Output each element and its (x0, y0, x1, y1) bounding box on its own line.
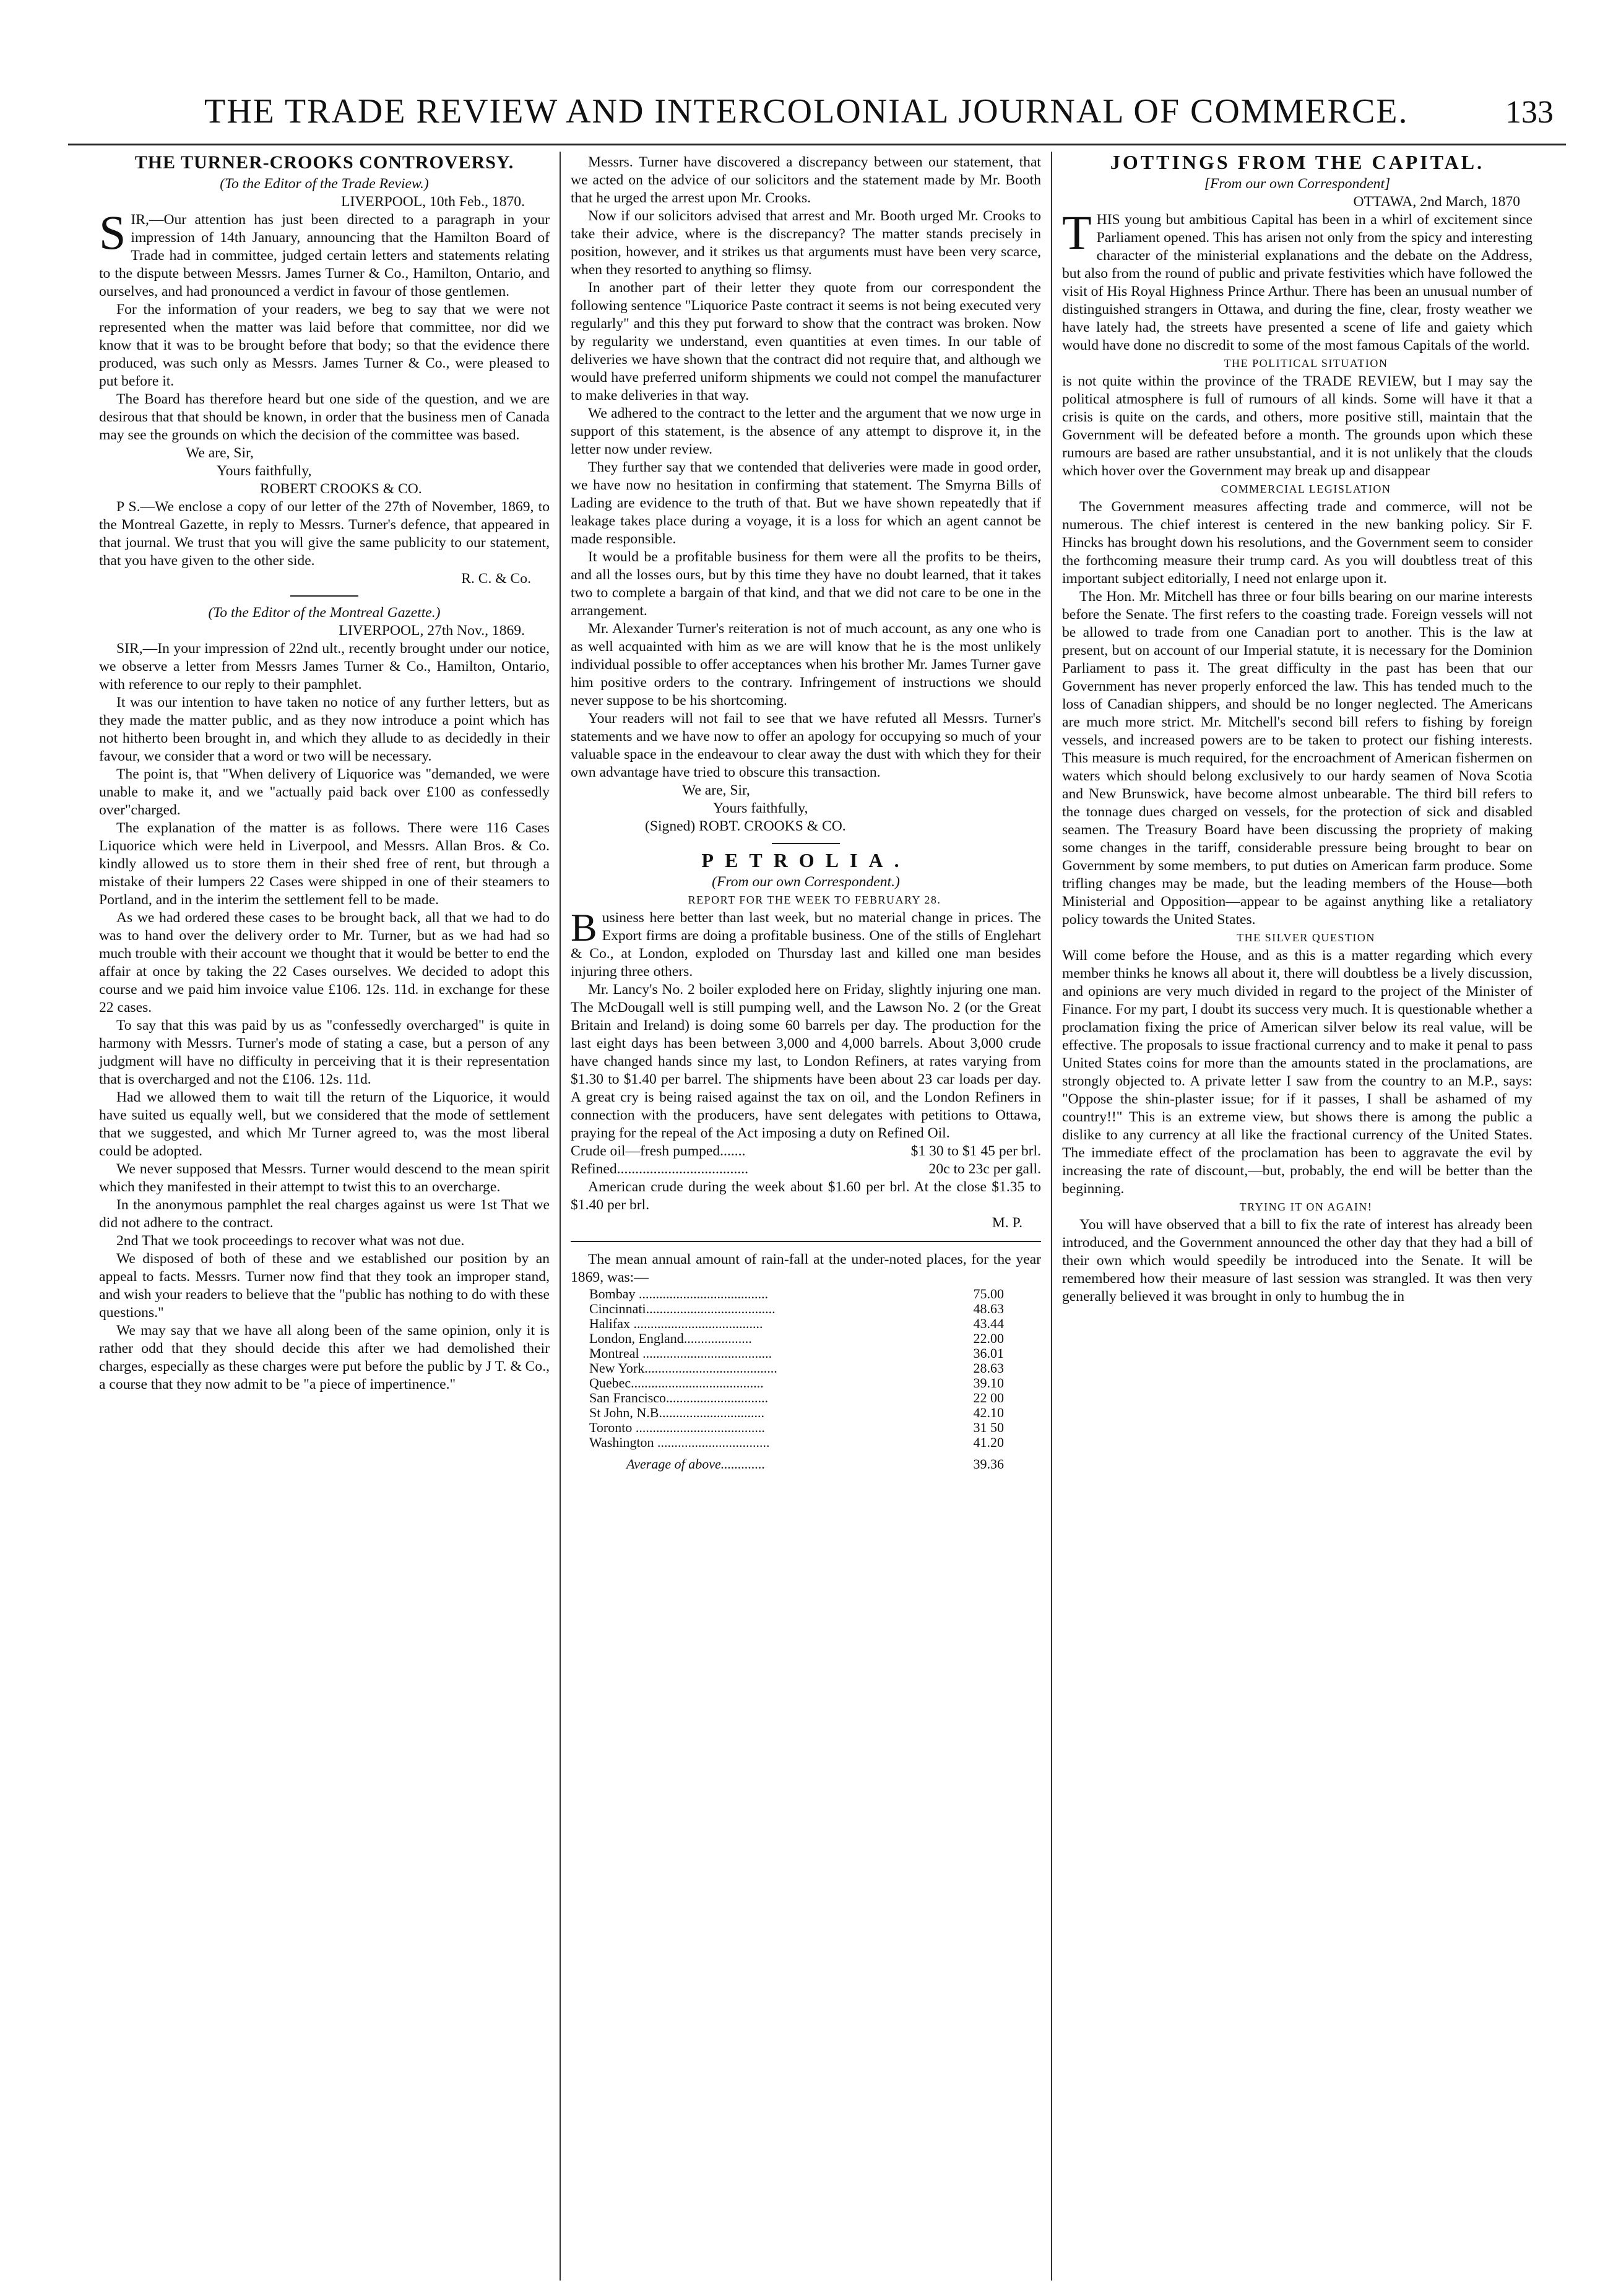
section-rule (772, 843, 840, 844)
rainfall-value: 31 50 (973, 1420, 1004, 1435)
subheading: COMMERCIAL LEGISLATION (1221, 483, 1391, 495)
subheading: THE SILVER QUESTION (1237, 931, 1375, 944)
paragraph: SIR,—Our attention has just been directed to a paragraph in your impression of 14th January, announcing that the Hamilton Board of Trade had in committee, judged certain letters and statements relating to the dispute between Messrs. James Turner & Co., Hamilton, Ontario, and ourselves, and had pronounced a verdict in favour of those gentlemen. (99, 205, 550, 300)
report-subheading: REPORT FOR THE WEEK TO FEBRUARY 28. (688, 894, 941, 906)
paragraph: In another part of their letter they quote from our correspondent the following sentence "Liquorice Paste contract it seems is not being executed very regularly" and this they put forward to show that the contract was broken. Now by regularity we understand, even quantities at even times. In our table of deliveries we have shown that the contract did not require that, and although we would have preferred uniform shipments we could not compel the manufacturer to make deliveries in that way. (571, 280, 1041, 404)
price-row (571, 1142, 1041, 1160)
rainfall-place: Toronto ...................................... (589, 1420, 765, 1435)
drop-cap: B (571, 905, 597, 949)
price-row (571, 1160, 1041, 1178)
article-heading-jottings: JOTTINGS FROM THE CAPITAL. (1110, 151, 1485, 173)
paragraph: The Board has therefore heard but one side of the question, and we are desirous that that should be known, in order that the business men of Canada may see the grounds on which the decision of the committee was based. (99, 391, 550, 443)
rainfall-place: London, England.................... (589, 1331, 752, 1346)
signature-line: We are, Sir, (682, 782, 750, 798)
paragraph: They further say that we contended that deliveries were made in good order, we have now no hesitation in confirming that statement. The Smyrna Bills of Lading are evidence to the truth of that. But we have shown repeatedly that if leakage takes place during a voyage, it is a loss for which an agent cannot be made responsible. (571, 459, 1041, 547)
rainfall-average-label: Average of above............. (626, 1456, 766, 1472)
rainfall-place: Cincinnati...................................... (589, 1301, 776, 1316)
paragraph: It would be a profitable business for them were all the profits to be theirs, and all the losses ours, but by this time they have no doubt learned, that it takes two to complete a bargain of that kind, and that we did not care to be one in the arrangement. (571, 549, 1041, 619)
signature-line: Yours faithfully, (713, 800, 808, 816)
article-heading-turner-crooks: THE TURNER-CROOKS CONTROVERSY. (134, 152, 514, 173)
rainfall-average-value: 39.36 (973, 1456, 1004, 1472)
rainfall-average-row (571, 1455, 1041, 1473)
rainfall-value: 39.10 (973, 1375, 1004, 1391)
rainfall-value: 41.20 (973, 1435, 1004, 1450)
to-editor-line: (To the Editor of the Trade Review.) (220, 176, 429, 192)
correspondent-signature: M. P. (992, 1215, 1022, 1231)
page-number: 133 (1505, 95, 1554, 130)
rainfall-row (571, 1301, 1004, 1316)
paragraph: Business here better than last week, but no material change in prices. The Export firms are doing a profitable business. One of the stills of Englehart & Co., at London, exploded on Thursday last and killed one man besides injuring three others. (571, 905, 1041, 980)
price-value: $1 30 to $1 45 per brl. (910, 1143, 1041, 1159)
rainfall-row (571, 1316, 1004, 1331)
paragraph: As we had ordered these cases to be brought back, all that we had to do was to hand over the delivery order to Mr. Turner, but as we had had so much trouble with their account we thought that it would be better to end the affair at once by taking the 22 Cases ourselves. We decided to adopt this course and we paid him invoice value £106. 12s. 11d. in exchange for these 22 cases. (99, 910, 550, 1016)
rainfall-row (571, 1420, 1004, 1435)
drop-cap: S (99, 205, 126, 259)
drop-cap: T (1062, 205, 1092, 259)
dateline: LIVERPOOL, 10th Feb., 1870. (341, 194, 525, 210)
column-2 (571, 153, 1041, 1473)
journal-title: THE TRADE REVIEW AND INTERCOLONIAL JOURNAL OF COMMERCE. (204, 92, 1409, 131)
rainfall-row (571, 1376, 1004, 1391)
paragraph: is not quite within the province of the TRADE REVIEW, but I may say the political atmosphere is full of rumours of all kinds. Some will have it that a crisis is quite on the cards, and others, more positive still, maintain that the Government will be defeated before a month. The grounds upon which these rumours are based are rather unsubstantial, and it is not unlikely that the clouds which hover over the Government may break up and disappear (1062, 373, 1532, 479)
column-divider-2 (1051, 152, 1052, 2281)
column-1 (99, 153, 550, 1394)
rainfall-value: 43.44 (973, 1316, 1004, 1331)
masthead-rule (68, 144, 1566, 145)
paragraph: The point is, that "When delivery of Liquorice was "demanded, we were unable to make it, and we "actually paid back over £100 as confessedly over"charged. (99, 766, 550, 818)
paragraph: SIR,—In your impression of 22nd ult., recently brought under our notice, we observe a letter from Messrs James Turner & Co., Hamilton, Ontario, with reference to our reply to their pamphlet. (99, 641, 550, 693)
paragraph: Your readers will not fail to see that we have refuted all Messrs. Turner's statements and we have now to offer an apology for occupying so much of your valuable space in the endeavour to clear away the dust with which they for their own advantage have tried to obscure this transaction. (571, 710, 1041, 780)
paragraph: American crude during the week about $1.60 per brl. At the close $1.35 to $1.40 per brl. (571, 1179, 1041, 1213)
price-value: 20c to 23c per gall. (928, 1161, 1041, 1177)
rainfall-row (571, 1346, 1004, 1361)
paragraph: THIS young but ambitious Capital has been in a whirl of excitement since Parliament opened. This has arisen not only from the spicy and interesting character of the ministerial explanations and the debate on the Address, but also from the round of public and private festivities which have followed the visit of His Royal Highness Prince Arthur. There has been an unusual number of distinguished strangers in Ottawa, and during the fine, clear, frosty weather we have lately had, the streets have presented a scene of life and gaiety which would have done no discredit to some of the most famous Capitals of the world. (1062, 205, 1532, 353)
rainfall-place: Montreal ...................................... (589, 1345, 772, 1361)
subheading: TRYING IT ON AGAIN! (1239, 1201, 1373, 1213)
correspondent-line: (From our own Correspondent.) (712, 874, 900, 890)
column-3 (1062, 153, 1532, 1306)
rainfall-value: 42.10 (973, 1405, 1004, 1420)
rainfall-row (571, 1331, 1004, 1346)
paragraph: Will come before the House, and as this is a matter regarding which every member thinks he knows all about it, there will doubtless be a lively discussion, and opinions are very much divided in regard to the project of the Minister of Finance. For my part, I doubt its success very much. It is questionable whether a proclamation fixing the price of American silver below its real value, will be effective. The proposals to issue fractional currency and to make it penal to pass United States coins for more than the amounts stated in the proclamations, are strongly objected to. A private letter I saw from the country to an M.P., says: "Oppose the shin-plaster issue; for if it passes, I shall be ashamed of my country!!" This is an extreme view, but shows there is among the public a dislike to any currency at all like the fractional currency of the United States. The immediate effect of the proclamation has been to aggravate the evil by increasing the rate of discount,—but, probably, the end will be better than the beginning. (1062, 947, 1532, 1197)
paragraph: We never supposed that Messrs. Turner would descend to the mean spirit which they manifested in their attempt to twist this to an overcharge. (99, 1161, 550, 1195)
paragraph: The explanation of the matter is as follows. There were 116 Cases Liquorice which were held in Liverpool, and Messrs. Allan Bros. & Co. kindly allowed us to store them in their shed free of rent, but through a mistake of their lumpers 22 Cases were shipped in one of their steamers to Portland, and in the interim the settlement fell to be made. (99, 820, 550, 908)
paragraph: Mr. Alexander Turner's reiteration is not of much account, as any one who is as well acquainted with him as we are will know that he is the most unlikely individual possible to offer acceptances when his brother Mr. James Turner gave him positive orders to the contrary. Infringement of instructions we should never suppose to be his shortcoming. (571, 621, 1041, 709)
postscript-signature: R. C. & Co. (461, 571, 531, 587)
rainfall-value: 22 00 (973, 1390, 1004, 1405)
paragraph: Mr. Lancy's No. 2 boiler exploded here on Friday, slightly injuring one man. The McDougall well is still pumping well, and the Lawson No. 2 (or the Great Britain and Ireland) is doing some 60 barrels per day. The production for the last eight days has been between 3,000 and 4,000 barrels. About 3,000 crude have changed hands since my last, to London Refiners, at rates varying from $1.30 to $1.40 per barrel. The shipments have been about 23 car loads per day. A great cry is being raised against the tax on oil, and the London Refiners in connection with the producers, have sent delegates with petitions to Ottawa, praying for the repeal of the Act imposing a duty on Refined Oil. (571, 982, 1041, 1141)
price-label: Crude oil—fresh pumped....... (571, 1143, 746, 1159)
rainfall-place: New York....................................... (589, 1360, 777, 1376)
paragraph: For the information of your readers, we beg to say that we were not represented when the matter was laid before that committee, nor did we know that it was to be brought before that body; so that the evidence there produced, was such only as Messrs. James Turner & Co., were pleased to put before it. (99, 301, 550, 389)
rainfall-place: San Francisco.............................. (589, 1390, 769, 1405)
rainfall-value: 36.01 (973, 1345, 1004, 1361)
paragraph: 2nd That we took proceedings to recover what was not due. (116, 1233, 465, 1249)
signature-name: (Signed) ROBT. CROOKS & CO. (645, 818, 846, 834)
dateline: OTTAWA, 2nd March, 1870 (1353, 194, 1520, 210)
paragraph: It was our intention to have taken no notice of any further letters, but as they made the matter public, and as they now introduce a point which has not hitherto been brought in, and which they allude to as decidedly in their favour, we consider that a word or two will be necessary. (99, 694, 550, 764)
paragraph: Messrs. Turner have discovered a discrepancy between our statement, that we acted on the advice of our solicitors and the statement made by Mr. Booth that he urged the arrest upon Mr. Crooks. (571, 154, 1041, 206)
paragraph: We disposed of both of these and we established our position by an appeal to facts. Messrs. Turner now find that they took an improper stand, and wish your readers to believe that the "public has nothing to do with these questions." (99, 1251, 550, 1321)
paragraph: The Hon. Mr. Mitchell has three or four bills bearing on our marine interests before the Senate. The first refers to the coasting trade. Foreign vessels will not be allowed to trade from one Canadian port to another. This is the law at present, but on account of our Imperial statute, it is necessary for the Dominion Parliament to pass it. The great difficulty in the past has been that our Government has never properly enforced the law. This has tended much to the loss of Canadian shippers, and should be no longer neglected. The Americans are much more strict. Mr. Mitchell's second bill refers to fishing by foreign vessels, and increased powers are to be taken to protect our fishing interests. This measure is much required, for the encroachment of American fishermen on waters which should belong exclusively to our hardy seamen of Nova Scotia and New Brunswick, have become almost unbearable. The third bill refers to the tonnage dues charged on vessels, for the protection of sick and disabled seamen. The Treasury Board have been discussing the propriety of making some changes in the tariff, considerable pressure being brought to bear on Government by some members, to put duties on American farm produce. Some trifling changes may be made, but the leading members of the House—both Ministerial and Opposition—appear to be against anything like a retaliatory policy towards the United States. (1062, 589, 1532, 928)
rainfall-row (571, 1405, 1004, 1420)
column-divider-1 (560, 152, 561, 2281)
subheading: THE POLITICAL SITUATION (1224, 357, 1388, 369)
paragraph: Had we allowed them to wait till the return of the Liquorice, it would have suited us equally well, but we considered that the mode of settlement that we suggested, and which Mr Turner agreed to, was the most liberal could be adopted. (99, 1089, 550, 1159)
rainfall-row (571, 1391, 1004, 1405)
paragraph: We may say that we have all along been of the same opinion, only it is rather odd that they should decide this after we had demolished their charges, especially as these charges were put before the public by J T. & Co., a course that they now admit to be "a piece of impertinence." (99, 1323, 550, 1392)
paragraph: You will have observed that a bill to fix the rate of interest has already been introduced, and the Government announced the other day that they had a bill of their own which would speedily be introduced into the Senate. It will be remembered how their measure of last session was strangled. It was then very generally believed it was brought in only to humbug the in (1062, 1217, 1532, 1305)
rainfall-value: 28.63 (973, 1360, 1004, 1376)
rainfall-row (571, 1361, 1004, 1376)
signature-line: Yours faithfully, (217, 463, 312, 479)
price-label: Refined.................................... (571, 1161, 749, 1177)
postscript: P S.—We enclose a copy of our letter of the 27th of November, 1869, to the Montreal Gazette, in reply to Messrs. Turner's defence, that appeared in that journal. We trust that you will give the same publicity to our statement, that you have given to the other side. (99, 499, 550, 569)
paragraph: In the anonymous pamphlet the real charges against us were 1st That we did not adhere to the contract. (99, 1197, 550, 1231)
rainfall-row (571, 1287, 1004, 1301)
paragraph: To say that this was paid by us as "confessedly overcharged" is quite in harmony with Messrs. Turner's mode of stating a case, but a person of any judgment will have no difficulty in perceiving that it is their representation that is overcharged and not the £106. 12s. 11d. (99, 1017, 550, 1087)
paragraph: The mean annual amount of rain-fall at the under-noted places, for the year 1869, was:— (571, 1251, 1041, 1285)
rainfall-place: Bombay ...................................... (589, 1286, 769, 1301)
rainfall-value: 48.63 (973, 1301, 1004, 1316)
paragraph: We adhered to the contract to the letter and the argument that we now urge in support of this statement, is the absence of any attempt to disprove it, in the letter now under review. (571, 405, 1041, 457)
rainfall-row (571, 1435, 1004, 1450)
rainfall-table (571, 1287, 1041, 1450)
to-editor-line: (To the Editor of the Montreal Gazette.) (208, 605, 441, 621)
dateline: LIVERPOOL, 27th Nov., 1869. (339, 623, 525, 639)
signature-name: ROBERT CROOKS & CO. (260, 481, 422, 497)
rainfall-place: Washington ................................. (589, 1435, 770, 1450)
rainfall-place: St John, N.B............................... (589, 1405, 764, 1420)
section-rule (571, 1241, 1041, 1242)
correspondent-line: [From our own Correspondent] (1204, 176, 1391, 192)
section-rule (290, 595, 358, 597)
article-heading-petrolia: PETROLIA. (701, 849, 910, 871)
paragraph: Now if our solicitors advised that arrest and Mr. Booth urged Mr. Crooks to take their advice, where is the discrepancy? The matter stands precisely in position, however, and it strikes us that arguments must have been very scarce, when they resorted to anything so flimsy. (571, 208, 1041, 278)
paragraph: The Government measures affecting trade and commerce, will not be numerous. The chief interest is centered in the new banking policy. Sir F. Hincks has brought down his resolutions, and the Government seem to consider the forthcoming measure their trump card. As you will doubtless treat of this important subject editorially, I need not enlarge upon it. (1062, 499, 1532, 587)
rainfall-place: Quebec....................................... (589, 1375, 764, 1391)
signature-line: We are, Sir, (186, 445, 254, 461)
rainfall-place: Halifax ...................................... (589, 1316, 763, 1331)
rainfall-value: 75.00 (973, 1286, 1004, 1301)
rainfall-value: 22.00 (973, 1331, 1004, 1346)
masthead (204, 92, 1554, 141)
